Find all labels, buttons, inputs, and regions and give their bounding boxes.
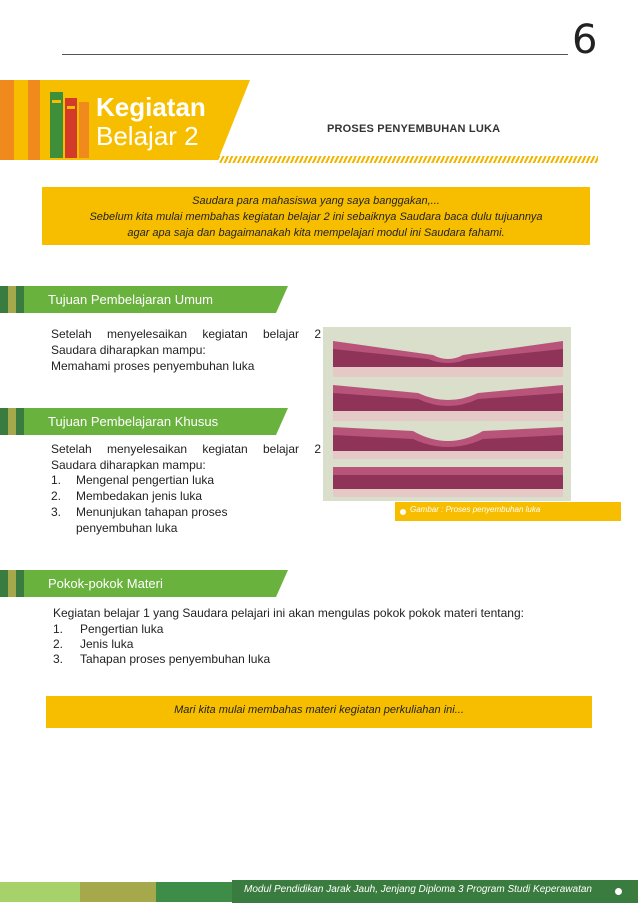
- list-item-continuation: penyembuhan luka: [76, 521, 178, 535]
- list-item: Mengenal pengertian luka: [76, 473, 215, 487]
- section-title: Tujuan Pembelajaran Khusus: [48, 414, 219, 429]
- section-header-pokok-materi: [0, 570, 288, 597]
- list-item: Menunjukan tahapan proses: [76, 505, 228, 519]
- chapter-heading: PROSES PENYEMBUHAN LUKA: [327, 123, 501, 135]
- tujuan-umum-line3: Memahami proses penyembuhan luka: [51, 359, 255, 373]
- section-title: Pokok-pokok Materi: [48, 576, 163, 591]
- list-number: 3.: [51, 505, 62, 519]
- tujuan-khusus-line2: Saudara diharapkan mampu:: [51, 458, 206, 472]
- banner-color-strips: [0, 80, 40, 160]
- bullet-dot-icon: [400, 509, 406, 515]
- section-title: Tujuan Pembelajaran Umum: [48, 292, 213, 307]
- intro-line: Sebelum kita mulai membahas kegiatan belajar 2 ini sebaiknya Saudara baca dulu tujuannya: [89, 211, 543, 223]
- top-rule: [62, 54, 568, 55]
- pokok-materi-intro: Kegiatan belajar 1 yang Saudara pelajari ini akan mengulas pokok pokok materi tentang:: [53, 606, 524, 620]
- figure-caption: Gambar : Proses penyembuhan luka: [410, 505, 541, 514]
- list-number: 1.: [53, 622, 64, 636]
- hatch-divider: [218, 156, 598, 163]
- list-item: Pengertian luka: [80, 622, 164, 636]
- list-item: Membedakan jenis luka: [76, 489, 203, 503]
- footer-dot-icon: [615, 888, 622, 895]
- intro-line: Saudara para mahasiswa yang saya banggakan,...: [192, 195, 440, 207]
- banner-title-kegiatan: Kegiatan: [96, 92, 206, 122]
- intro-line: agar apa saja dan bagaimanakah kita mempelajari modul ini Saudara fahami.: [127, 227, 505, 239]
- list-number: 2.: [53, 637, 64, 651]
- closing-text: Mari kita mulai membahas materi kegiatan perkuliahan ini...: [174, 704, 464, 716]
- list-number: 1.: [51, 473, 62, 487]
- list-number: 2.: [51, 489, 62, 503]
- tujuan-khusus-line1: Setelah menyelesaikan kegiatan belajar 2: [51, 442, 321, 456]
- section-header-tujuan-khusus: [0, 408, 288, 435]
- banner-title-belajar: Belajar 2: [96, 121, 199, 151]
- footer-strip: [0, 882, 80, 902]
- footer-strip: [80, 882, 156, 902]
- tujuan-umum-line1: Setelah menyelesaikan kegiatan belajar 2: [51, 327, 321, 341]
- list-item: Tahapan proses penyembuhan luka: [80, 652, 271, 666]
- intro-box: [42, 187, 590, 245]
- wound-healing-figure: [323, 327, 571, 501]
- footer-strip: [156, 882, 232, 902]
- tujuan-umum-line2: Saudara diharapkan mampu:: [51, 343, 206, 357]
- tissue-layer-4: [333, 467, 563, 497]
- section-header-tujuan-umum: [0, 286, 288, 313]
- list-item: Jenis luka: [80, 637, 134, 651]
- footer-text: Modul Pendidikan Jarak Jauh, Jenjang Diploma 3 Program Studi Keperawatan: [244, 884, 592, 895]
- page-number: 6: [572, 17, 598, 63]
- list-number: 3.: [53, 652, 64, 666]
